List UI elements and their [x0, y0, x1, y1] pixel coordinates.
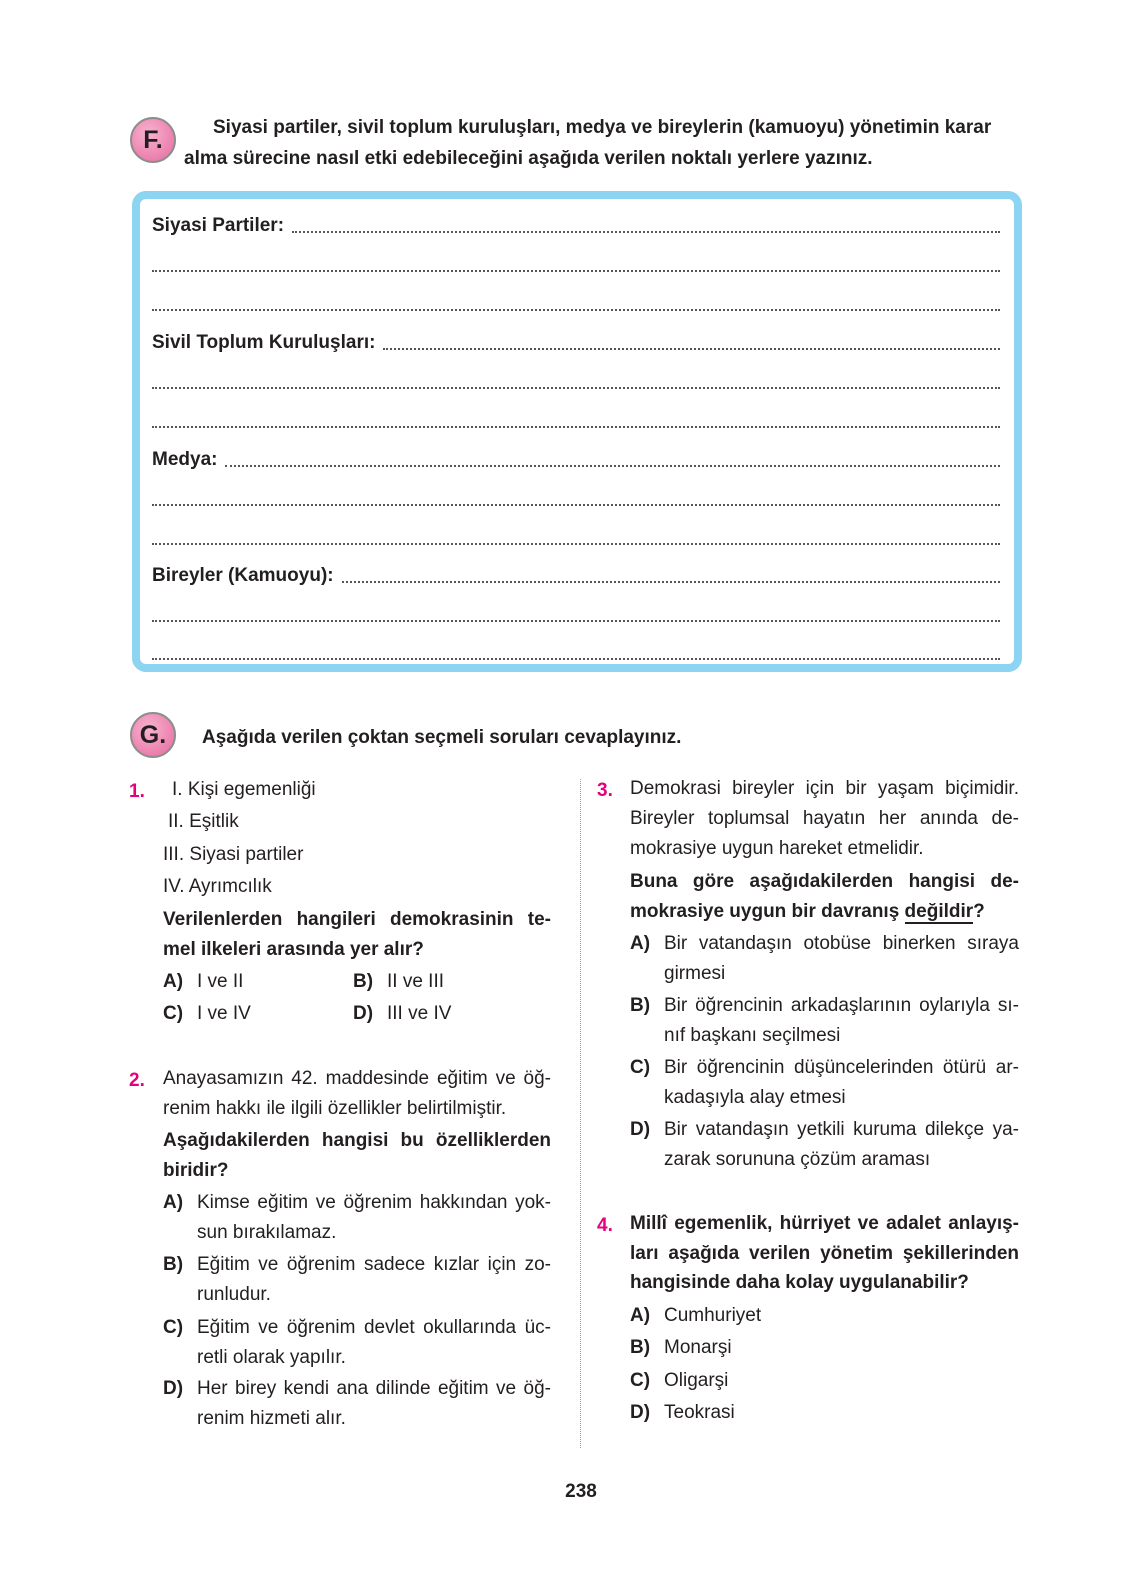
option-text-line2: zarak sorununa çözüm araması [664, 1149, 931, 1170]
option-text-line2: girmesi [664, 963, 726, 984]
q3-option-b[interactable] [630, 991, 1019, 1051]
answer-line[interactable] [152, 270, 1000, 272]
option-letter: A) [630, 1305, 651, 1326]
answer-line-row[interactable] [152, 525, 1000, 549]
option-text-line1: Her birey kendi ana dilinde eğitim ve öğ- [197, 1378, 551, 1399]
q2-text-line1: Anayasamızın 42. maddesinde eğitim ve öğ- [163, 1068, 551, 1089]
q2-number: 2. [129, 1070, 145, 1091]
option-text: I ve II [197, 971, 244, 992]
answer-line[interactable] [152, 504, 1000, 506]
option-letter: D) [353, 1003, 374, 1024]
answer-line[interactable] [225, 465, 1000, 467]
option-letter: D) [163, 1378, 184, 1399]
option-text-line1: Kimse eğitim ve öğrenim hakkından yok- [197, 1192, 551, 1213]
option-text: I ve IV [197, 1003, 251, 1024]
q3-option-a[interactable] [630, 929, 1019, 989]
section-g-instruction: Aşağıda verilen çoktan seçmeli soruları cevaplayınız. [202, 727, 682, 748]
q1-question-line1: Verilenlerden hangileri demokrasinin te- [163, 909, 551, 930]
sivil-toplum-label: Sivil Toplum Kuruluşları: [152, 332, 376, 353]
q1-question-line2: mel ilkeleri arasında yer alır? [163, 939, 424, 960]
q2-option-b[interactable] [163, 1250, 551, 1310]
section-f-badge [130, 117, 176, 163]
bireyler-label: Bireyler (Kamuoyu): [152, 565, 334, 586]
option-text-line1: Bir öğrencinin düşüncelerinden ötürü ar- [664, 1057, 1019, 1078]
option-letter: D) [630, 1402, 651, 1423]
q1-option-c[interactable] [163, 999, 251, 1029]
q2-question-line1: Aşağıdakilerden hangisi bu özelliklerden [163, 1130, 551, 1151]
option-letter: A) [163, 1192, 184, 1213]
q3-question-underlined: değildir [904, 901, 974, 922]
option-text-line2: renim hizmeti alır. [197, 1408, 346, 1429]
q1-item-1: I. Kişi egemenliği [172, 779, 316, 800]
answer-line[interactable] [152, 309, 1000, 311]
q4-option-d[interactable] [630, 1398, 735, 1428]
answer-line-row[interactable] [152, 252, 1000, 276]
q3-question-line2-post: ? [973, 901, 985, 922]
section-g-badge-label: G. [139, 720, 167, 749]
medya-label: Medya: [152, 449, 218, 470]
option-text-line2: retli olarak yapılır. [197, 1347, 346, 1368]
answer-line[interactable] [342, 581, 1000, 583]
q3-question-line1: Buna göre aşağıdakilerden hangisi de- [630, 871, 1019, 892]
option-text-line2: kadaşıyla alay etmesi [664, 1087, 846, 1108]
q3-text-line1: Demokrasi bireyler için bir yaşam biçimidir. [630, 778, 1019, 799]
option-text: II ve III [387, 971, 445, 992]
option-text: Monarşi [664, 1337, 732, 1358]
answer-line-row[interactable] [152, 640, 1000, 664]
siyasi-partiler-field[interactable] [152, 213, 1000, 237]
q3-option-d[interactable] [630, 1115, 1019, 1175]
option-letter: D) [630, 1119, 651, 1140]
option-letter: C) [630, 1057, 651, 1078]
option-text: Teokrasi [664, 1402, 735, 1423]
option-text-line2: sun bırakılamaz. [197, 1222, 337, 1243]
section-g-badge [130, 712, 176, 758]
q2-option-a[interactable] [163, 1188, 551, 1248]
option-letter: B) [353, 971, 374, 992]
q2-option-c[interactable] [163, 1313, 551, 1373]
option-letter: C) [630, 1370, 651, 1391]
answer-line-row[interactable] [152, 486, 1000, 510]
option-letter: C) [163, 1317, 184, 1338]
option-text-line1: Eğitim ve öğrenim devlet okullarında üc- [197, 1317, 551, 1338]
q1-item-2: II. Eşitlik [168, 811, 239, 832]
q2-option-d[interactable] [163, 1374, 551, 1434]
answer-line[interactable] [152, 387, 1000, 389]
answer-line-row[interactable] [152, 602, 1000, 626]
q2-question-line2: biridir? [163, 1160, 229, 1181]
option-letter: A) [630, 933, 651, 954]
section-f-instruction-line1: Siyasi partiler, sivil toplum kuruluşları, medya ve bireylerin (kamuoyu) yönetimin karar [213, 117, 992, 138]
page-number: 238 [565, 1481, 597, 1502]
option-text: Cumhuriyet [664, 1305, 762, 1326]
option-text-line2: runludur. [197, 1284, 271, 1305]
option-text-line1: Bir vatandaşın otobüse binerken sıraya [664, 933, 1019, 954]
answer-line[interactable] [152, 620, 1000, 622]
option-text-line1: Bir vatandaşın yetkili kuruma dilekçe ya- [664, 1119, 1019, 1140]
option-letter: C) [163, 1003, 184, 1024]
option-letter: A) [163, 971, 184, 992]
q4-number: 4. [597, 1215, 613, 1236]
answer-line[interactable] [292, 231, 1000, 233]
column-divider [580, 779, 581, 1448]
bireyler-field[interactable] [152, 563, 1000, 587]
q3-question-line2 [630, 897, 985, 927]
section-f-instruction-line2: alma sürecine nasıl etki edebileceğini aşağıda verilen noktalı yerlere yazınız. [184, 148, 873, 169]
q4-question-line2: ları aşağıda verilen yönetim şekillerinden [630, 1243, 1019, 1264]
q3-text-line3: mokrasiye uygun hareket etmelidir. [630, 838, 924, 859]
q4-question-line3: hangisinde daha kolay uygulanabilir? [630, 1272, 969, 1293]
option-letter: B) [163, 1254, 184, 1275]
q4-option-c[interactable] [630, 1366, 728, 1396]
q1-item-4: IV. Ayrımcılık [163, 876, 272, 897]
q1-item-3: III. Siyasi partiler [163, 844, 304, 865]
answer-line[interactable] [152, 543, 1000, 545]
option-text: III ve IV [387, 1003, 452, 1024]
q4-option-b[interactable] [630, 1333, 732, 1363]
answer-line-row[interactable] [152, 291, 1000, 315]
q3-number: 3. [597, 780, 613, 801]
q3-question-line2-pre: mokrasiye uygun bir davranış [630, 901, 905, 922]
option-text: Oligarşi [664, 1370, 729, 1391]
option-letter: B) [630, 1337, 651, 1358]
answer-line-row[interactable] [152, 408, 1000, 432]
q1-option-d[interactable] [353, 999, 451, 1029]
section-f-badge-label: F. [143, 125, 163, 154]
option-text-line2: nıf başkanı seçilmesi [664, 1025, 841, 1046]
q4-option-a[interactable] [630, 1301, 761, 1331]
medya-field[interactable] [152, 447, 1000, 471]
option-text-line1: Eğitim ve öğrenim sadece kızlar için zo- [197, 1254, 551, 1275]
siyasi-partiler-label: Siyasi Partiler: [152, 215, 285, 236]
sivil-toplum-field[interactable] [152, 330, 1000, 354]
q2-text-line2: renim hakkı ile ilgili özellikler belirtilmiştir. [163, 1098, 507, 1119]
answer-box [132, 191, 1022, 672]
q4-question-line1: Millî egemenlik, hürriyet ve adalet anlayış- [630, 1213, 1019, 1234]
answer-line[interactable] [152, 426, 1000, 428]
q1-number: 1. [129, 781, 145, 802]
answer-line-row[interactable] [152, 369, 1000, 393]
q1-option-a[interactable] [163, 967, 243, 997]
q1-option-b[interactable] [353, 967, 444, 997]
answer-line[interactable] [152, 658, 1000, 660]
q3-option-c[interactable] [630, 1053, 1019, 1113]
option-text-line1: Bir öğrencinin arkadaşlarının oylarıyla sı- [664, 995, 1019, 1016]
option-letter: B) [630, 995, 651, 1016]
answer-line[interactable] [383, 348, 1000, 350]
q3-text-line2: Bireyler toplumsal hayatın her anında de- [630, 808, 1019, 829]
